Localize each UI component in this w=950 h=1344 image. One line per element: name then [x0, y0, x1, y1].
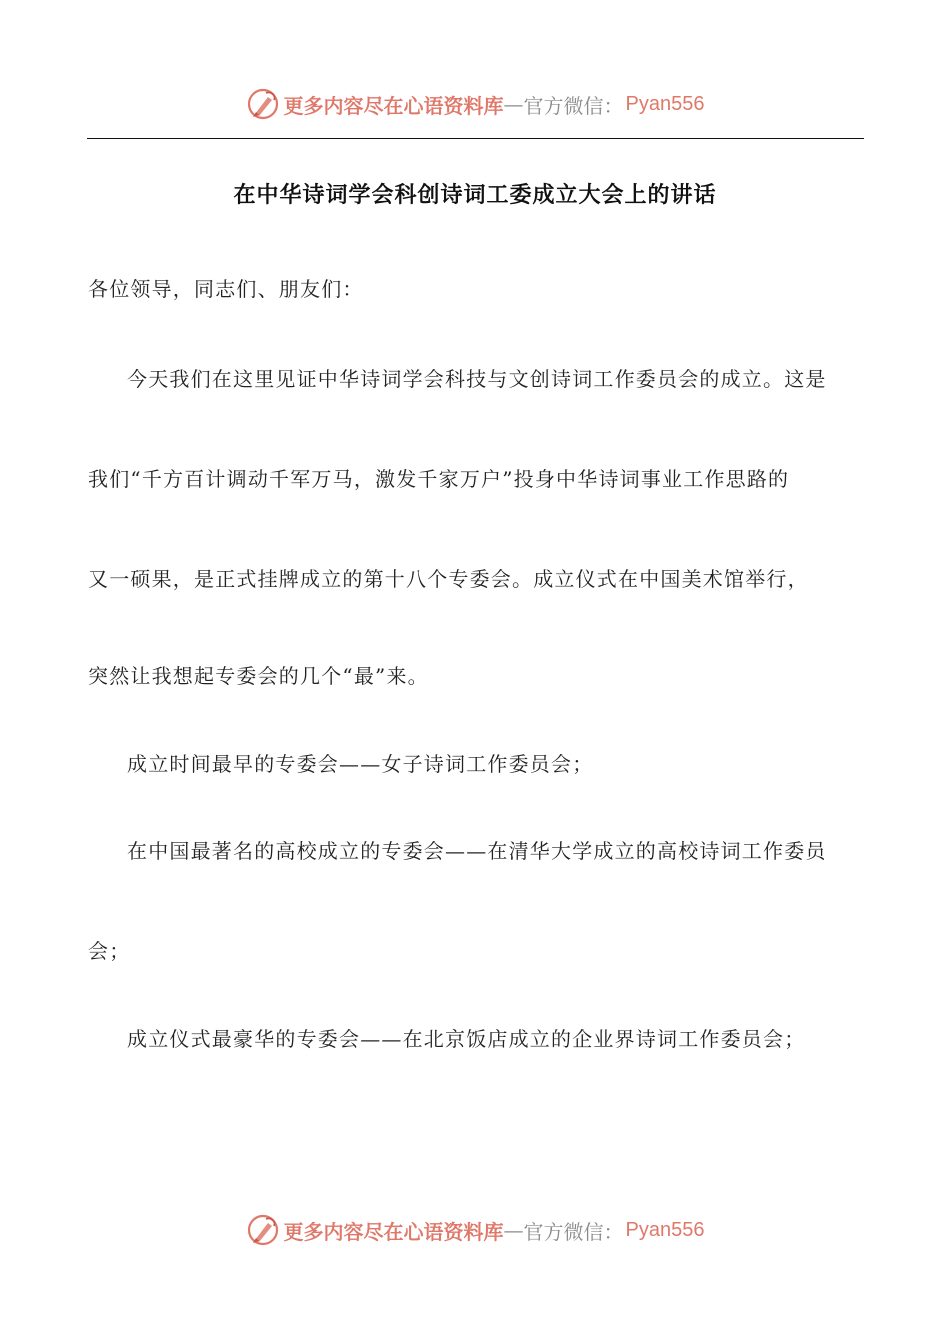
paragraph1-line4: 突然让我想起专委会的几个“最”来。: [88, 664, 429, 688]
header-divider: [87, 138, 864, 139]
paragraph1-line3: 又一硕果，是正式挂牌成立的第十八个专委会。成立仪式在中国美术馆举行，: [88, 567, 809, 591]
banner-official-label: 官方微信：: [523, 1219, 624, 1244]
pen-nib-logo-icon: [246, 87, 280, 121]
salutation: 各位领导，同志们、朋友们：: [88, 277, 364, 301]
item3: 成立仪式最豪华的专委会——在北京饭店成立的企业界诗词工作委员会；: [127, 1027, 806, 1051]
banner-wechat-id: Pyan556: [625, 92, 705, 115]
pen-nib-logo-icon: [246, 1213, 280, 1247]
paragraph1-line2: 我们“千方百计调动千军万马，激发千家万户”投身中华诗词事业工作思路的: [88, 467, 790, 491]
banner-separator: —: [503, 1218, 524, 1242]
item2-line1: 在中国最著名的高校成立的专委会——在清华大学成立的高校诗词工作委员: [127, 839, 827, 863]
banner-official-label: 官方微信：: [523, 93, 624, 118]
document-title: 在中华诗词学会科创诗词工委成立大会上的讲话: [233, 182, 717, 208]
paragraph1-line1: 今天我们在这里见证中华诗词学会科技与文创诗词工作委员会的成立。这是: [127, 367, 827, 391]
item1: 成立时间最早的专委会——女子诗词工作委员会；: [127, 752, 594, 776]
header-banner: [0, 84, 950, 124]
banner-brand-text: 更多内容尽在心语资料库: [283, 93, 504, 118]
banner-wechat-id: Pyan556: [625, 1218, 705, 1241]
banner-brand-text: 更多内容尽在心语资料库: [283, 1219, 504, 1244]
banner-separator: —: [503, 92, 524, 116]
footer-banner: [0, 1210, 950, 1250]
item2-line2: 会；: [88, 939, 131, 963]
